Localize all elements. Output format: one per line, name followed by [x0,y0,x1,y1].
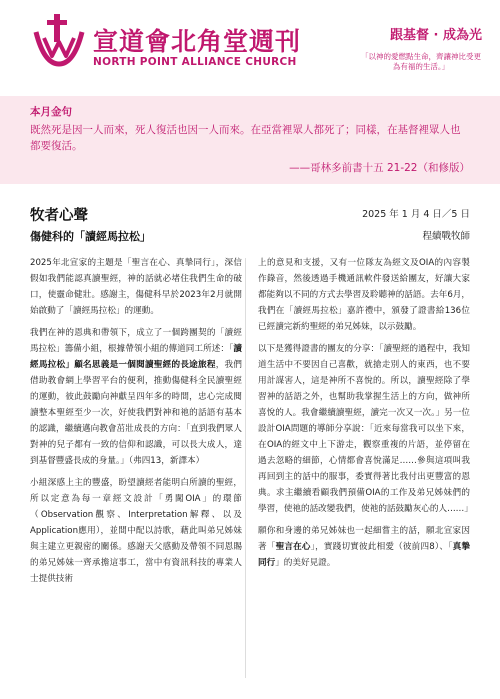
section-title: 牧者心聲 [30,208,88,224]
column-divider [245,258,246,678]
paragraph [258,523,470,571]
paragraph: 上的意見和支援，又有一位隊友為經文及OIA的內容製作錄音，然後透過手機通訊軟件發送給團友，好讓大家都能夠以不同的方式去學習及聆聽神的話語。去年6月，我們在「讀經馬拉松」嘉許禮中，頒發了證書給136位已經讀完新約聖經的弟兄姊妹，以示鼓勵。 [258,258,470,332]
newsletter-header [0,0,500,96]
paragraph: 2025年北宣家的主題是「聖言在心、真摯同行」，深信假如我們能認真讀聖經，神的話就必堵住我們生命的破口，使靈命健壯。感謝主，傷健科早於2023年2月就開始啟動了「讀經馬拉松」的運動。 [30,258,242,316]
article-title: 傷健科的「讀經馬拉松」 [30,230,151,243]
bold-text: 讀經馬拉松」顧名思義是一個閱讀聖經的長途旅程 [30,344,242,370]
article-column-left [30,255,242,593]
text-run: 」，實踐切實彼此相愛（彼前四8）、「 [310,542,453,552]
monthly-verse-banner [0,96,500,184]
bold-text: 聖言在心 [275,542,311,552]
text-run: 願你和身邊的弟兄姊妹也一起細嘗主的話，願北宣家因著「 [258,526,470,552]
church-name-english: NORTH POINT ALLIANCE CHURCH [93,56,297,68]
article-date: 2025 年 1 月 4 日／5 日 [362,209,470,220]
verse-reference: ——哥林多前書十五 21-22（和修版） [289,162,470,174]
church-logo-icon [30,12,88,70]
text-run: 」的美好見證。 [275,558,336,568]
bold-text: 真摯同行 [258,542,470,568]
article-header [30,204,470,246]
paragraph: 以下是獲得證書的團友的分享：「讀聖經的過程中，我知道生活中不要因自己喜歡，就搶走別人的東西，也不要用計謀害人，這是神所不喜悅的。所以，讀聖經除了學習神的話語之外，也幫助我掌握生活上的方向，做神所喜悅的人。我會繼續讀聖經，讀完一次又一次。」另一位設計OIA問題的導師分享說：「近來每當我可以坐下來，在OIA的經文中上下游走，觀察重複的片語，並停留在過去忽略的細節，心情都會喜悅滿足……參與這項叫我再回到主的話中的服事，委實得著比我付出更豐富的恩典。求主繼續看顧我們預備OIA的工作及弟兄姊妹們的學習，使祂的話改變我們，使祂的話鼓勵灰心的人……」 [258,344,473,514]
paragraph [30,325,242,469]
church-slogan: 跟基督 · 成為光 [390,28,482,43]
article-author: 程續戰牧師 [422,231,470,242]
church-mission: 「以神的愛燃點生命，齊讓神比受更為有福的生活。」 [361,52,481,71]
text-run: 我們在神的恩典和帶領下，成立了一個跨團契的「讀經馬拉松」籌備小組，根據帶領小組的傳道同工所述：「 [30,328,242,354]
article-column-right [258,255,473,577]
text-run: ，我們借助教會網上學習平台的便利，推動傷健科全民讀聖經的運動，彼此鼓勵向神獻呈四年多的時間，忠心完成閱讀整本聖經至少一次，好使我們對神和祂的話語有基本的認識，繼續邁向教會茁壯成長的方向：「直到我們眾人對神的兒子都有一致的信仰和認識，可以長大成人，達到基督豐盛長成的身量。」（弗四13，新譯本） [30,360,242,466]
church-name-chinese: 宣道會北角堂週刊 [93,27,302,56]
paragraph: 小組深感上主的豐盛，盼望讀經者能明白所讀的聖經，所以定意為每一章經文設計「勇闖OIA」的環節（Observation觀察、Interpretation解釋、以及Application應用），並間中配以詩歌，藉此叫弟兄姊妹與主建立更親密的關係。感謝天父感動及帶領不同恩賜的弟兄姊妹一齊承擔這事工，當中有資訊科技的專業人士提供技術 [30,478,242,584]
verse-label: 本月金句 [30,106,72,118]
verse-text: 既然死是因一人而來，死人復活也因一人而來。在亞當裡眾人都死了；同樣，在基督裡眾人也都要復活。 [30,124,461,152]
